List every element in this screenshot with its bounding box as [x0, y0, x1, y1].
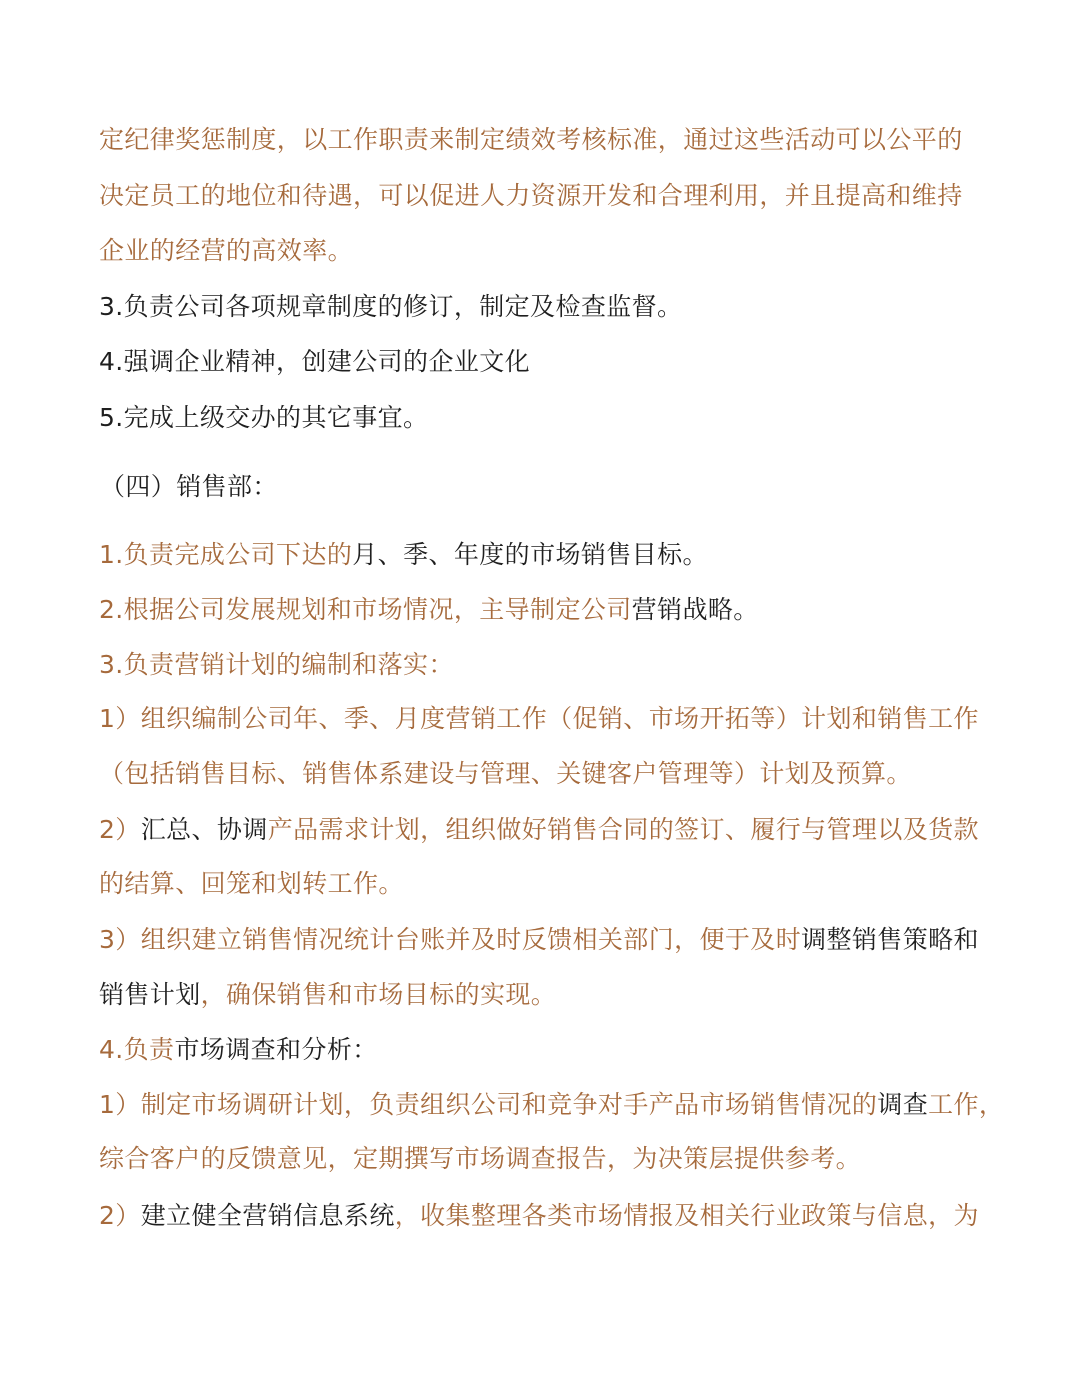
text-segment: 产品需求计划，组织做好销售合同的签订、履行与管理以及货款	[267, 815, 979, 844]
text-segment: 3.负责公司各项规章制度的修订，制定及检查监督。	[99, 292, 683, 321]
text-line	[99, 922, 979, 958]
text-line	[99, 344, 530, 380]
text-segment: 1.负责完成公司下达的	[99, 540, 353, 569]
text-segment: 2）	[99, 815, 141, 844]
text-line	[99, 537, 708, 573]
text-segment: （包括销售目标、销售体系建设与管理、关键客户管理等）计划及预算。	[99, 759, 912, 788]
text-segment: ，收集整理各类市场情报及相关行业政策与信息，为	[394, 1201, 979, 1230]
text-segment: 的结算、回笼和划转工作。	[99, 869, 404, 898]
text-line	[99, 701, 979, 737]
text-segment: 月、季、年度的市场销售目标。	[352, 540, 708, 569]
text-line	[99, 592, 759, 628]
text-segment: 2）	[99, 1201, 141, 1230]
text-segment: 5.完成上级交办的其它事宜。	[99, 403, 429, 432]
text-segment: 调整销售策略和	[801, 925, 979, 954]
text-segment: 工作，	[928, 1090, 1005, 1119]
text-segment: 1）组织编制公司年、季、月度营销工作（促销、市场开拓等）计划和销售工作	[99, 704, 979, 733]
text-segment: 综合客户的反馈意见，定期撰写市场调查报告，为决策层提供参考。	[99, 1144, 862, 1173]
text-line	[99, 1141, 861, 1177]
text-line	[99, 178, 963, 214]
text-segment: 建立健全营销信息系统	[140, 1201, 395, 1230]
text-line	[99, 647, 454, 683]
text-segment: 市场调查和分析：	[174, 1035, 378, 1064]
text-line	[99, 756, 912, 792]
text-line	[99, 1087, 1004, 1123]
section-heading	[100, 469, 278, 505]
text-line	[99, 400, 428, 436]
text-segment: ，确保销售和市场目标的实现。	[200, 980, 557, 1009]
text-segment: 企业的经营的高效率。	[99, 236, 354, 265]
text-line	[99, 1032, 378, 1068]
text-segment: 决定员工的地位和待遇，可以促进人力资源开发和合理利用，并且提高和维持	[99, 181, 963, 210]
text-segment: （四）销售部：	[100, 472, 278, 501]
text-line	[99, 233, 353, 269]
text-segment: 2.根据公司发展规划和市场情况，主导制定公司	[99, 595, 632, 624]
text-segment: 3.负责营销计划的编制和落实：	[99, 650, 454, 679]
text-segment: 汇总、协调	[140, 815, 268, 844]
text-segment: 销售计划	[99, 980, 201, 1009]
text-line	[99, 866, 404, 902]
text-line	[99, 1198, 979, 1234]
text-segment: 1）制定市场调研计划，负责组织公司和竞争对手产品市场销售情况的	[99, 1090, 878, 1119]
text-segment: 营销战略。	[631, 595, 759, 624]
text-segment: 4.负责	[99, 1035, 175, 1064]
text-segment: 3）组织建立销售情况统计台账并及时反馈相关部门，便于及时	[99, 925, 802, 954]
text-line	[99, 122, 963, 158]
text-line	[99, 289, 682, 325]
text-segment: 定纪律奖惩制度，以工作职责来制定绩效考核标准，通过这些活动可以公平的	[99, 125, 963, 154]
text-line	[99, 977, 556, 1013]
text-segment: 4.强调企业精神，创建公司的企业文化	[99, 347, 531, 376]
text-line	[99, 812, 979, 848]
text-segment: 调查	[877, 1090, 929, 1119]
